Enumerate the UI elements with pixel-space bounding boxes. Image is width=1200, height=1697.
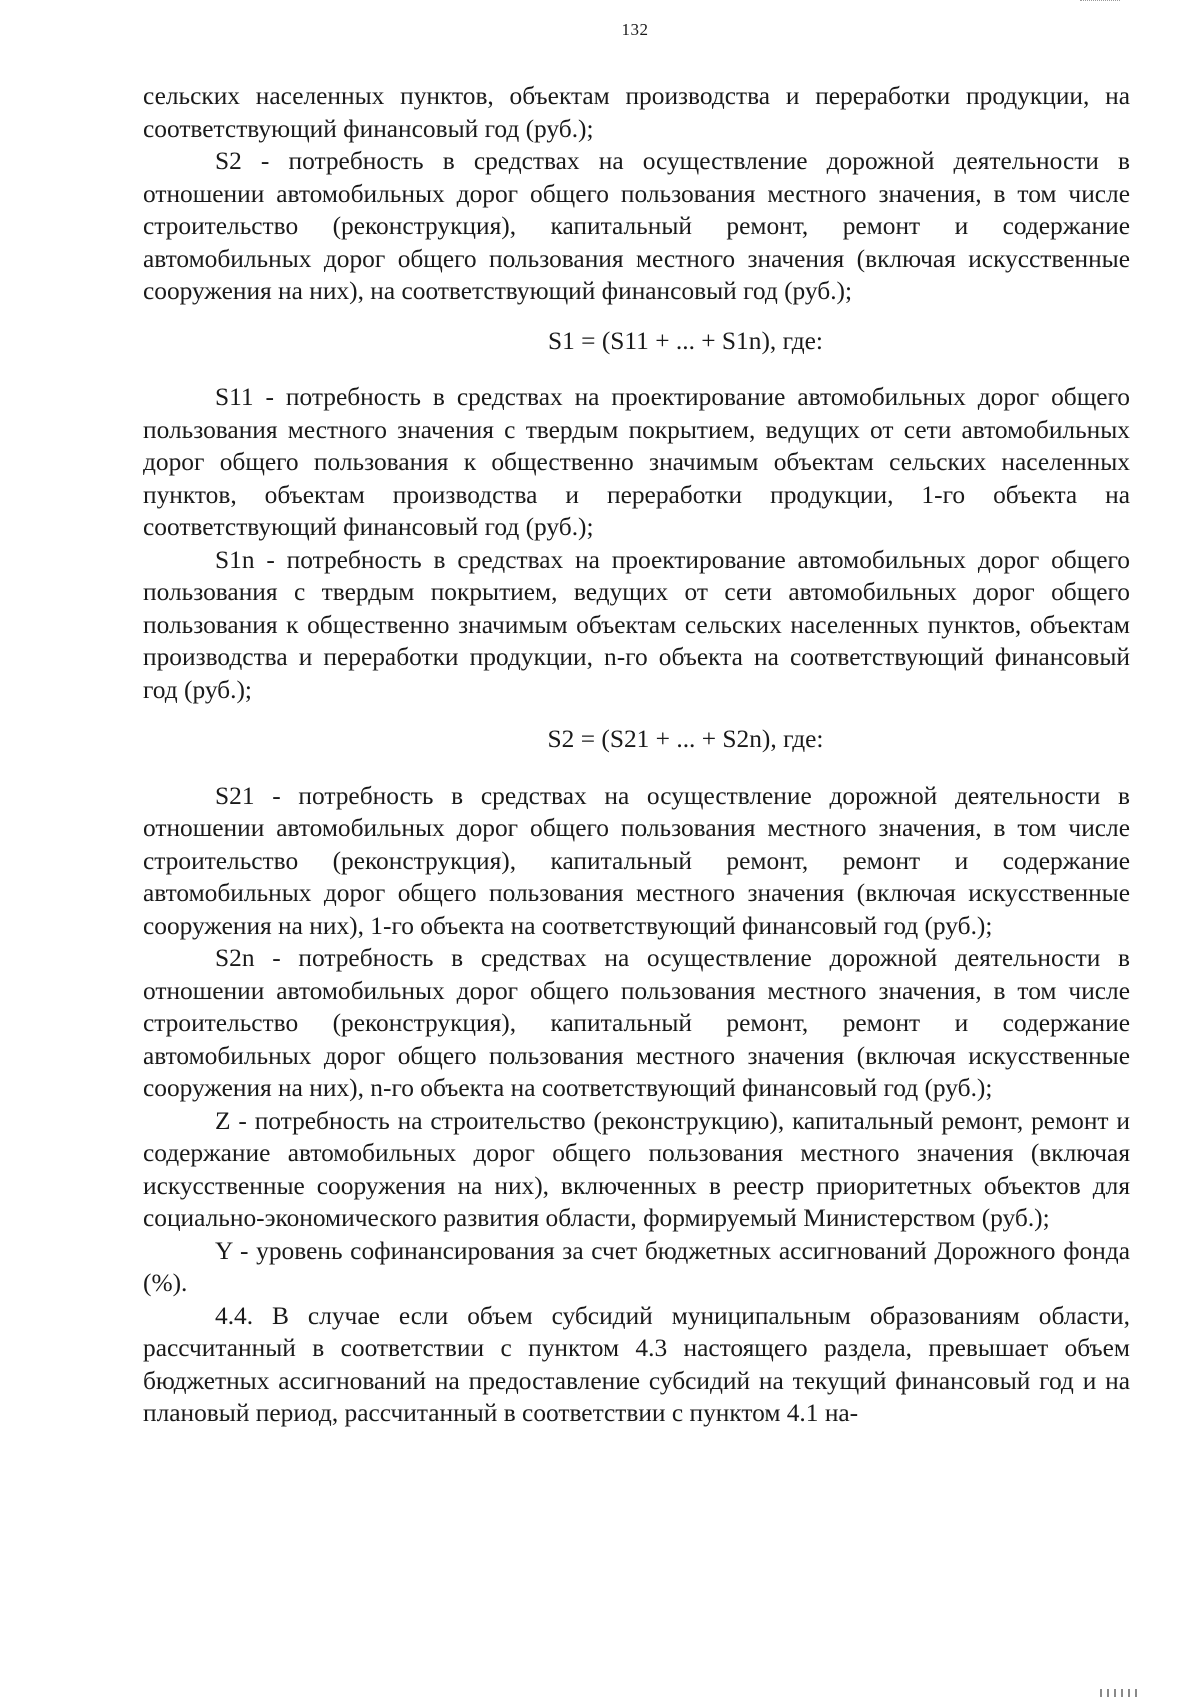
paragraph-s1n-definition: S1n - потребность в средствах на проектирование автомобильных дорог общего пользования с твердым покрытием, ведущих от сети автомобильных дорог общего пользования к общественно значимым объектам сельских населенных пунктов, объектам производства и переработки продукции, n-го объекта на соответствующий финансовый год (руб.); <box>143 545 1130 704</box>
document-body <box>143 80 1130 1430</box>
paragraph-continuation: сельских населенных пунктов, объектам производства и переработки продукции, на соответствующий финансовый год (руб.); <box>143 82 1130 143</box>
formula-s2: S2 = (S21 + ... + S2n), где: <box>547 725 824 753</box>
formula-s1: S1 = (S11 + ... + S1n), где: <box>548 326 823 355</box>
paragraph-s11-definition: S11 - потребность в средствах на проектирование автомобильных дорог общего пользования местного значения с твердым покрытием, ведущих от сети автомобильных дорог общего пользования к общественно значимым объектам сельских населенных пунктов, объектам производства и переработки продукции, 1-го объекта на соответствующий финансовый год (руб.); <box>143 383 1130 541</box>
scan-artifact-top <box>1080 0 1120 4</box>
paragraph-y-definition: Y - уровень софинансирования за счет бюджетных ассигнований Дорожного фонда (%). <box>143 1236 1130 1297</box>
paragraph-s21-definition: S21 - потребность в средствах на осуществление дорожной деятельности в отношении автомобильных дорог общего пользования местного значения, в том числе строительство (реконструкция), капитальный ремонт, ремонт и содержание автомобильных дорог общего пользования местного значения (включая искусственные сооружения на них), 1-го объекта на соответствующий финансовый год (руб.); <box>143 781 1130 940</box>
paragraph-s2-definition: S2 - потребность в средствах на осуществление дорожной деятельности в отношении автомобильных дорог общего пользования местного значения, в том числе строительство (реконструкция), капитальный ремонт, ремонт и содержание автомобильных дорог общего пользования местного значения (включая искусственные сооружения на них), на соответствующий финансовый год (руб.); <box>143 147 1130 305</box>
paragraph-z-definition: Z - потребность на строительство (реконструкцию), капитальный ремонт, ремонт и содержание автомобильных дорог общего пользования местного значения (включая искусственные сооружения на них), включенных в реестр приоритетных объектов для социально-экономического развития области, формируемый Министерством (руб.); <box>143 1106 1130 1232</box>
scan-artifact-bottom <box>1100 1689 1142 1697</box>
page-number: 132 <box>621 20 649 39</box>
paragraph-s2n-definition: S2n - потребность в средствах на осуществление дорожной деятельности в отношении автомобильных дорог общего пользования местного значения, в том числе строительство (реконструкция), капитальный ремонт, ремонт и содержание автомобильных дорог общего пользования местного значения (включая искусственные сооружения на них), n-го объекта на соответствующий финансовый год (руб.); <box>143 944 1130 1102</box>
paragraph-4-4: 4.4. В случае если объем субсидий муниципальным образованиям области, рассчитанный в соответствии с пунктом 4.3 настоящего раздела, превышает объем бюджетных ассигнований на предоставление субсидий на текущий финансовый год и на плановый период, рассчитанный в соответствии с пунктом 4.1 на- <box>143 1301 1130 1427</box>
